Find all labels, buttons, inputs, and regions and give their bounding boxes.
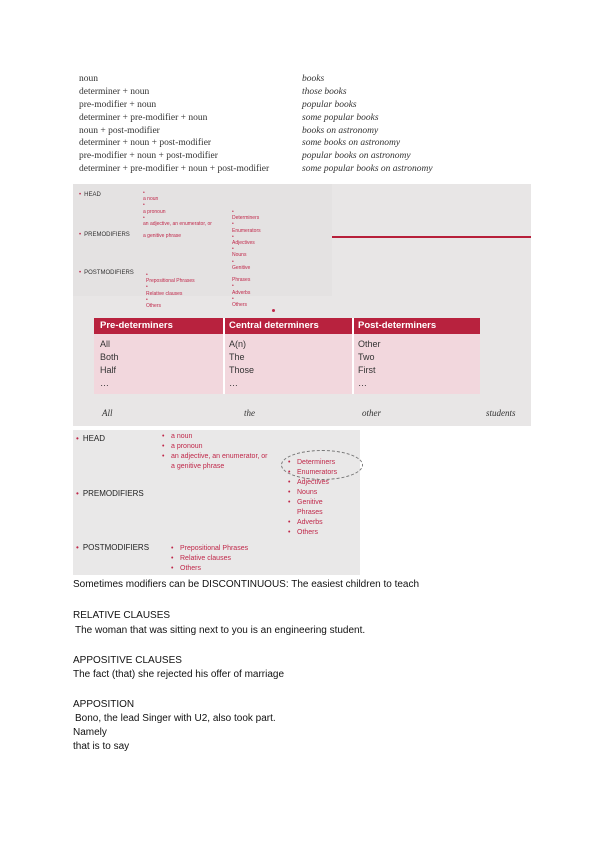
list-item: Phrases (232, 277, 251, 284)
table-cell: Both (100, 352, 119, 362)
premod-items (232, 209, 261, 308)
np-structure: determiner + pre-modifier + noun + post-modifier (79, 164, 270, 175)
table-cell: Half (100, 365, 117, 375)
example-word: other (362, 408, 381, 418)
col-header-central: Central determiners (229, 320, 319, 331)
list-item: a genitive phrase (143, 233, 182, 240)
relative-heading: RELATIVE CLAUSES (73, 610, 171, 621)
table-cell: … (100, 378, 109, 388)
np-example: those books (302, 86, 347, 97)
example-word: All (102, 408, 113, 418)
column-divider (223, 318, 225, 394)
np-example: popular books on astronomy (302, 151, 411, 162)
appositive-heading: APPOSITIVE CLAUSES (73, 655, 182, 666)
appositive-example: The fact (that) she rejected his offer of marriage (73, 669, 285, 680)
head-items (162, 432, 268, 472)
slide-1 (73, 184, 531, 426)
namely-text: Namely (73, 727, 107, 738)
postmod-items (171, 544, 248, 574)
bullet-dot (272, 309, 275, 312)
slide-1-rule (332, 236, 531, 238)
list-item: • Adjectives (288, 478, 337, 488)
list-item: • Prepositional Phrases (171, 544, 248, 554)
premodifiers-label: • PREMODIFIERS (76, 489, 144, 498)
np-structure: determiner + pre-modifier + noun (79, 112, 208, 123)
relative-example: The woman that was sitting next to you is an engineering student. (75, 625, 366, 636)
head-label: • HEAD (79, 192, 101, 198)
np-example: books on astronomy (302, 125, 379, 136)
list-item: Phrases (297, 509, 323, 516)
list-item: • Others (171, 564, 248, 574)
np-example: popular books (302, 99, 357, 110)
np-structure: pre-modifier + noun + post-modifier (79, 151, 218, 162)
col-header-post: Post-determiners (358, 320, 437, 331)
list-item: • Relative clauses (146, 284, 183, 297)
table-cell: First (358, 365, 376, 375)
np-row (79, 99, 459, 112)
postmodifiers-label: • POSTMODIFIERS (79, 270, 134, 276)
list-item: • Enumerators (288, 468, 337, 478)
premod-items (288, 458, 337, 538)
list-item: • Genitive (232, 258, 251, 271)
table-cell: Two (358, 352, 375, 362)
list-item: • Others (146, 296, 162, 310)
apposition-heading: APPOSITION (73, 699, 135, 710)
col-header-pre: Pre-determiners (100, 320, 173, 331)
np-example: some popular books on astronomy (302, 164, 433, 175)
premodifiers-label: • PREMODIFIERS (79, 232, 130, 238)
noun-phrase-table (79, 73, 459, 176)
np-structure: noun + post-modifier (79, 125, 160, 136)
np-example: some books on astronomy (302, 138, 401, 149)
np-example: some popular books (302, 112, 379, 123)
list-item: • an adjective, an enumerator, or (162, 452, 268, 462)
slide-2 (73, 430, 360, 575)
np-structure: pre-modifier + noun (79, 99, 157, 110)
np-structure: determiner + noun (79, 86, 150, 97)
np-row (79, 86, 459, 99)
example-word: the (244, 408, 255, 418)
table-cell: A(n) (229, 339, 247, 349)
list-item: • Adverbs (288, 518, 337, 528)
table-cell: Other (358, 339, 381, 349)
list-item: • a noun (162, 432, 268, 442)
list-item: • Others (232, 295, 248, 309)
table-cell: All (100, 339, 111, 349)
example-word: students (486, 408, 516, 418)
postmod-items (146, 272, 195, 309)
list-item: • Others (288, 528, 337, 538)
list-item: • a pronoun (143, 202, 166, 215)
list-item: • an adjective, an enumerator, or (143, 214, 212, 228)
list-item: • Determiners (232, 209, 260, 222)
list-item: • Adverbs (232, 283, 251, 296)
head-label: • HEAD (76, 434, 106, 443)
list-item: a genitive phrase (171, 463, 225, 470)
list-item: • Relative clauses (171, 554, 248, 564)
list-item: • Adjectives (232, 233, 255, 247)
np-row (79, 112, 459, 125)
list-item: • a pronoun (162, 442, 268, 452)
np-example: books (302, 74, 325, 84)
np-row (79, 73, 459, 86)
determiners-table (94, 318, 480, 394)
discontinuous-note: Sometimes modifiers can be DISCONTINUOUS: The easiest children to teach (73, 579, 420, 590)
column-divider (352, 318, 354, 394)
apposition-example: Bono, the lead Singer with U2, also took part. (75, 713, 276, 724)
np-row (79, 125, 459, 138)
list-item: • Enumerators (232, 221, 261, 234)
list-item: • Prepositional Phrases (146, 272, 195, 285)
np-row (79, 150, 459, 163)
list-item: • Determiners (288, 458, 337, 468)
table-cell: Those (229, 365, 255, 375)
list-item: • Genitive (288, 498, 337, 508)
list-item: • a noun (143, 190, 159, 203)
that-is-text: that is to say (73, 741, 130, 752)
list-item: • Nouns (232, 246, 247, 259)
np-structure: noun (79, 74, 98, 84)
np-row (79, 137, 459, 150)
np-row (79, 163, 459, 176)
np-structure: determiner + noun + post-modifier (79, 138, 212, 149)
list-item: • Nouns (288, 488, 337, 498)
table-cell: … (229, 378, 238, 388)
table-cell: The (229, 352, 245, 362)
table-cell: … (358, 378, 367, 388)
head-items (143, 190, 212, 240)
postmodifiers-label: • POSTMODIFIERS (76, 543, 150, 552)
